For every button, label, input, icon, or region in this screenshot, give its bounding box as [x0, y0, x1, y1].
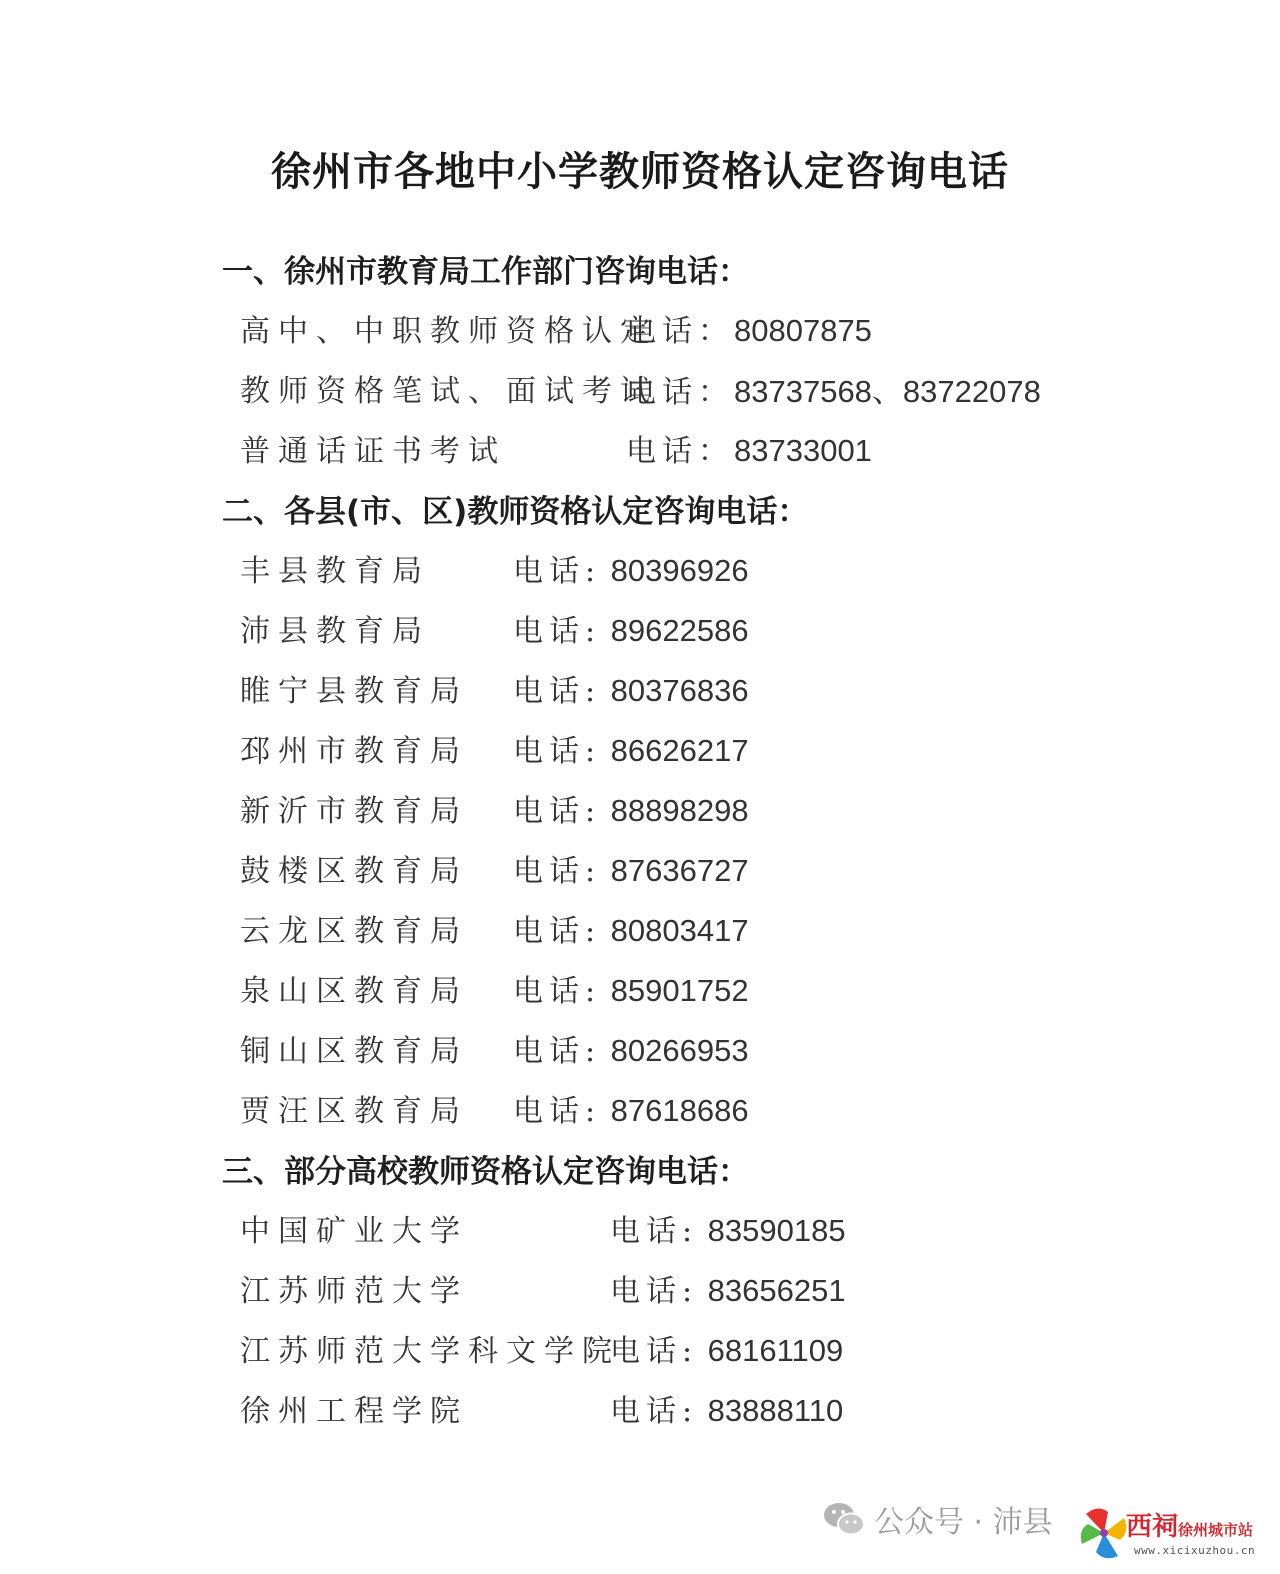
bureau-name: 铜山区教育局: [240, 1034, 468, 1069]
phone-entry: [513, 906, 749, 950]
watermark: [822, 1494, 1053, 1544]
phone-entry: [610, 1326, 843, 1370]
phone-number: 80396926: [610, 553, 749, 588]
phone-number: 80803417: [610, 913, 749, 948]
bureau-name: 云龙区教育局: [240, 914, 468, 949]
phone-label: 电话：: [626, 314, 734, 349]
phone-label: 电话:: [610, 1274, 699, 1309]
phone-label: 电话:: [513, 1094, 602, 1129]
page-title: 徐州市各地中小学教师资格认定咨询电话: [271, 148, 1009, 195]
phone-entry: [513, 1026, 749, 1070]
phone-label: 电话:: [513, 914, 602, 949]
logo-brand: 西祠: [1126, 1512, 1179, 1542]
phone-entry: [610, 1206, 846, 1250]
phone-label: 电话：: [626, 434, 734, 469]
phone-label: 电话:: [513, 674, 602, 709]
phone-number: 87636727: [610, 853, 749, 888]
phone-number: 80266953: [610, 1033, 749, 1068]
bureau-name: 丰县教育局: [240, 554, 430, 589]
phone-entry: [610, 1266, 846, 1310]
phone-number: 83888110: [707, 1393, 844, 1428]
university-name: 江苏师范大学: [240, 1274, 468, 1309]
watermark-text: 公众号 · 沛县: [874, 1505, 1053, 1540]
section1-heading: 一、徐州市教育局工作部门咨询电话：: [222, 254, 749, 290]
logo-url: www.xicixuzhou.cn: [1134, 1544, 1256, 1557]
phone-number: 80807875: [734, 313, 872, 348]
bureau-name: 贾汪区教育局: [240, 1094, 468, 1129]
phone-entry: [626, 366, 1041, 411]
phone-label: 电话:: [513, 1034, 602, 1069]
phone-entry: [513, 786, 749, 830]
phone-label: 电话:: [513, 794, 602, 829]
phone-entry: [513, 606, 749, 650]
phone-entry: [626, 426, 872, 470]
phone-number: 80376836: [610, 673, 749, 708]
university-name: 中国矿业大学: [240, 1214, 468, 1249]
phone-label: 电话：: [626, 375, 734, 410]
bureau-name: 沛县教育局: [240, 614, 430, 649]
bureau-name: 邳州市教育局: [240, 734, 468, 769]
phone-entry: [513, 1086, 749, 1130]
phone-label: 电话:: [513, 614, 602, 649]
phone-number: 85901752: [610, 973, 749, 1008]
phone-number: 89622586: [610, 613, 749, 648]
phone-label: 电话:: [513, 554, 602, 589]
bureau-name: 新沂市教育局: [240, 794, 468, 829]
university-name: 江苏师范大学科文学院: [240, 1334, 620, 1369]
phone-label: 电话:: [513, 734, 602, 769]
bureau-name: 鼓楼区教育局: [240, 854, 468, 889]
phone-entry: [513, 966, 749, 1010]
site-logo: [1078, 1500, 1268, 1566]
university-name: 徐州工程学院: [240, 1394, 468, 1429]
pinwheel-logo-icon: [1078, 1500, 1130, 1566]
wechat-icon: [822, 1499, 866, 1539]
phone-entry: [626, 306, 872, 350]
phone-number: 83656251: [707, 1273, 846, 1308]
phone-label: 电话:: [610, 1394, 699, 1429]
phone-entry: [513, 546, 749, 590]
phone-number: 83737568、83722078: [734, 374, 1041, 409]
phone-label: 电话:: [610, 1334, 699, 1369]
section3-heading: 三、部分高校教师资格认定咨询电话：: [222, 1154, 749, 1190]
phone-number: 83733001: [734, 433, 872, 468]
phone-label: 电话:: [513, 974, 602, 1009]
department-name: 高中、中职教师资格认定: [240, 314, 658, 349]
logo-text: [1126, 1506, 1253, 1543]
phone-label: 电话:: [610, 1214, 699, 1249]
phone-number: 87618686: [610, 1093, 749, 1128]
phone-number: 83590185: [707, 1213, 846, 1248]
phone-number: 86626217: [610, 733, 749, 768]
logo-tagline: 徐州城市站: [1178, 1521, 1254, 1539]
phone-entry: [610, 1386, 843, 1430]
bureau-name: 睢宁县教育局: [240, 674, 468, 709]
bureau-name: 泉山区教育局: [240, 974, 468, 1009]
department-name: 普通话证书考试: [240, 434, 506, 469]
phone-number: 68161109: [707, 1333, 844, 1368]
phone-entry: [513, 666, 749, 710]
phone-label: 电话:: [513, 854, 602, 889]
phone-entry: [513, 726, 749, 770]
phone-number: 88898298: [610, 793, 749, 828]
section2-heading: 二、各县(市、区)教师资格认定咨询电话：: [222, 494, 809, 530]
phone-entry: [513, 846, 749, 890]
department-name: 教师资格笔试、面试考试: [240, 374, 658, 409]
